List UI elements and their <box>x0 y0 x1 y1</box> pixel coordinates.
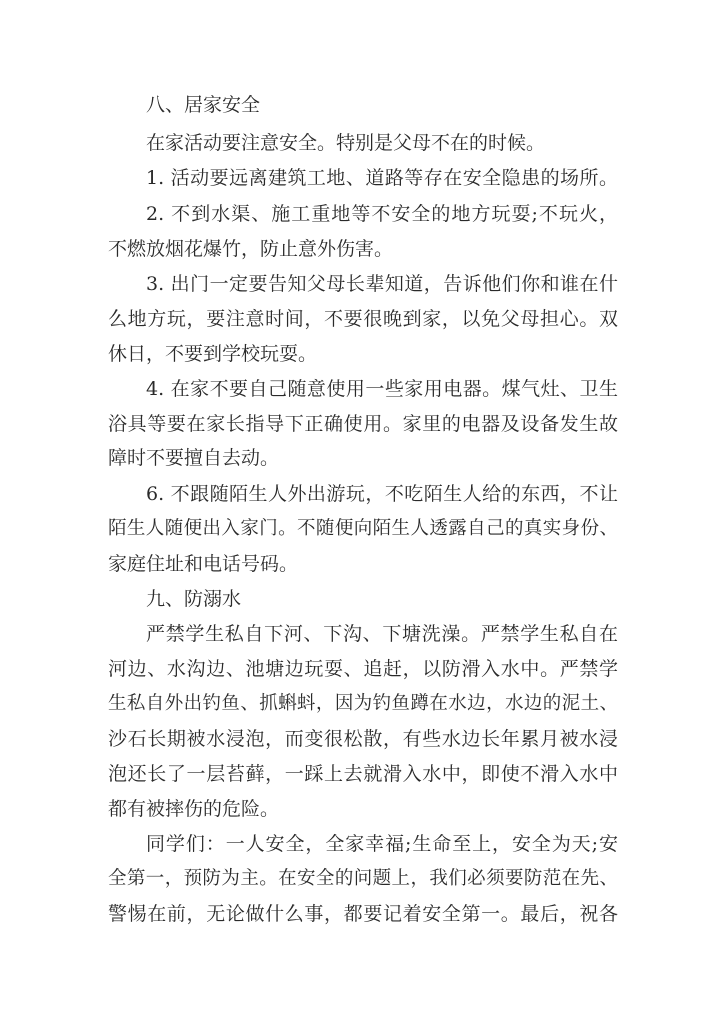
paragraph-line: 么地方玩，要注意时间，不要很晚到家，以免父母担心。双 <box>108 308 618 330</box>
paragraph-line: 障时不要擅自去动。 <box>108 447 280 469</box>
paragraph-line: 浴具等要在家长指导下正确使用。家里的电器及设备发生故 <box>108 413 618 435</box>
paragraph-line: 1. 活动要远离建筑工地、道路等存在安全隐患的场所。 <box>146 167 618 189</box>
paragraph-line: 沙石长期被水浸泡，而变很松散，有些水边长年累月被水浸 <box>108 728 618 750</box>
paragraph-line: 全第一，预防为主。在安全的问题上，我们必须要防范在先、 <box>108 868 618 889</box>
section-heading-home-safety: 八、居家安全 <box>146 94 261 116</box>
paragraph-line: 生私自外出钓鱼、抓蝌蚪，因为钓鱼蹲在水边，水边的泥土、 <box>108 693 618 714</box>
paragraph-line: 6. 不跟随陌生人外出游玩，不吃陌生人给的东西，不让 <box>146 483 618 505</box>
paragraph-line: 休日，不要到学校玩耍。 <box>108 343 318 365</box>
paragraph-line: 4. 在家不要自己随意使用一些家用电器。煤气灶、卫生 <box>146 378 618 400</box>
paragraph-line: 严禁学生私自下河、下沟、下塘洗澡。严禁学生私自在 <box>146 623 618 645</box>
paragraph-line: 不燃放烟花爆竹，防止意外伤害。 <box>108 238 394 260</box>
paragraph-line: 同学们：一人安全，全家幸福;生命至上，安全为天;安 <box>146 833 618 855</box>
paragraph-line: 泡还长了一层苔藓，一踩上去就滑入水中，即使不滑入水中 <box>108 763 618 785</box>
paragraph-line: 家庭住址和电话号码。 <box>108 553 299 575</box>
paragraph-line: 2. 不到水渠、施工重地等不安全的地方玩耍;不玩火， <box>146 203 618 225</box>
paragraph-line: 警惕在前，无论做什么事，都要记着安全第一。最后，祝各 <box>108 903 618 925</box>
section-heading-drowning-prevention: 九、防溺水 <box>146 588 242 610</box>
paragraph-line: 河边、水沟边、池塘边玩耍、追赶，以防滑入水中。严禁学 <box>108 658 618 680</box>
paragraph-line: 都有被摔伤的危险。 <box>108 798 280 820</box>
paragraph-line: 陌生人随便出入家门。不随便向陌生人透露自己的真实身份、 <box>108 518 618 539</box>
paragraph-line: 3. 出门一定要告知父母长辈知道，告诉他们你和谁在什 <box>146 273 618 295</box>
paragraph-line: 在家活动要注意安全。特别是父母不在的时候。 <box>146 132 546 154</box>
